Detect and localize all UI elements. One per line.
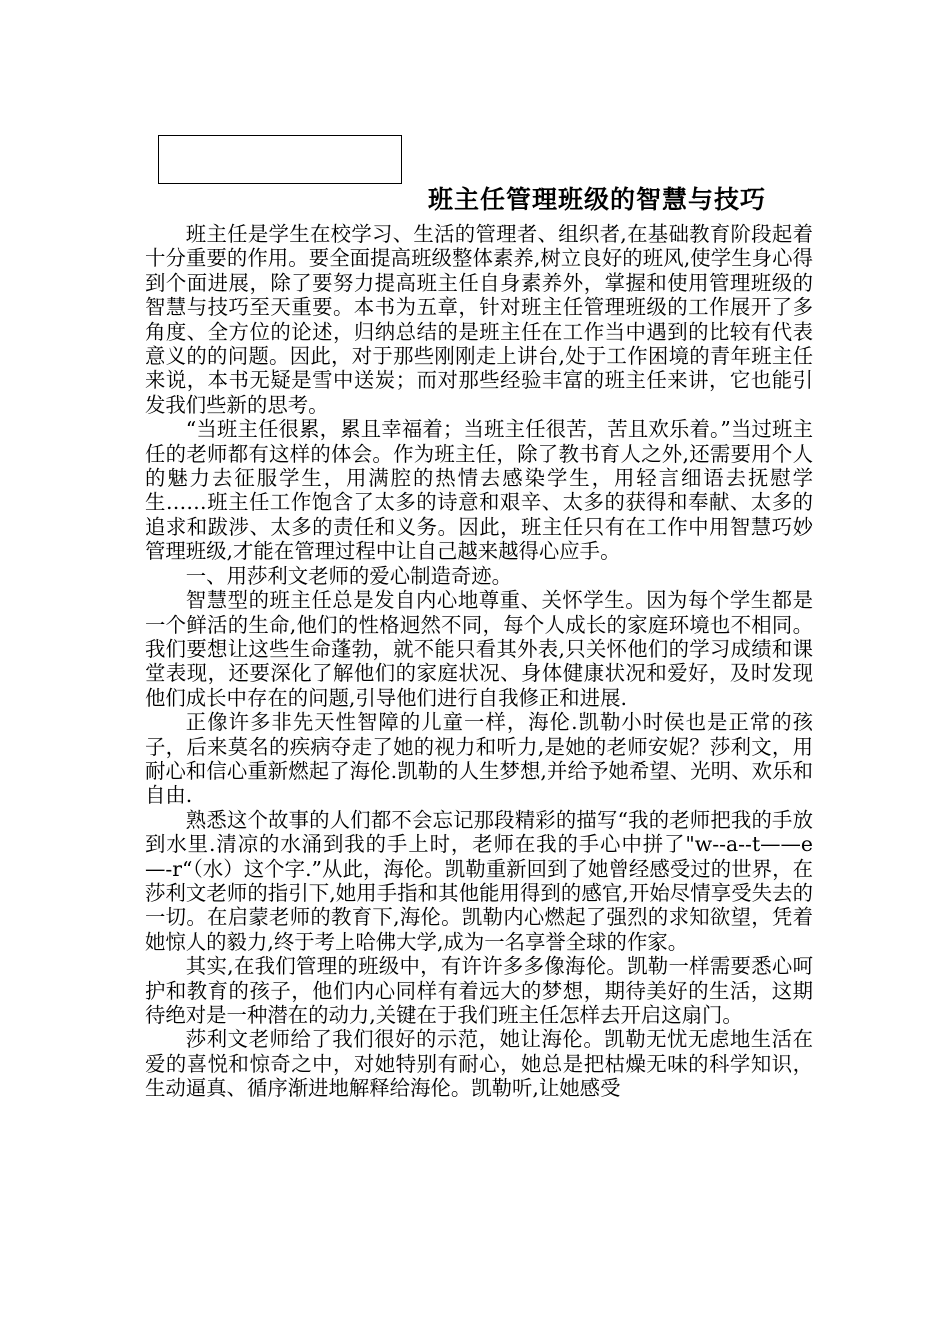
empty-frame-box (158, 135, 402, 184)
paragraph-wisdom: 智慧型的班主任总是发自内心地尊重、关怀学生。因为每个学生都是一个鲜活的生命,他们的性格迥然不同，每个人成长的家庭环境也不相同。我们要想让这些生命蓬勃，就不能只看其外表,只关怀他们的学习成绩和课堂表现，还要深化了解他们的家庭状况、身体健康状况和爱好，及时发现他们成长中存在的问题,引导他们进行自我修正和进展. (145, 588, 813, 710)
paragraph-sullivan-example: 莎利文老师给了我们很好的示范，她让海伦。凯勒无忧无虑地生活在爱的喜悦和惊奇之中，对她特别有耐心，她总是把枯燥无味的科学知识，生动逼真、循序渐进地解释给海伦。凯勒听,让她感受 (145, 1027, 813, 1101)
paragraph-quote: “当班主任很累，累且幸福着；当班主任很苦，苦且欢乐着。”当过班主任的老师都有这样的体会。作为班主任，除了教书育人之外,还需要用个人的魅力去征服学生，用满腔的热情去感染学生，用轻言细语去抚慰学生……班主任工作饱含了太多的诗意和艰辛、太多的获得和奉献、太多的追求和跋涉、太多的责任和义务。因此，班主任只有在工作中用智慧巧妙管理班级,才能在管理过程中让自己越来越得心应手。 (145, 417, 813, 564)
paragraph-water-story: 熟悉这个故事的人们都不会忘记那段精彩的描写“我的老师把我的手放到水里.清凉的水涌到我的手上时，老师在我的手心中拼了"w--a--t——e—-r“（水）这个字.”从此，海伦。凯勒重新回到了她曾经感受过的世界，在莎利文老师的指引下,她用手指和其他能用得到的感官,开始尽情享受失去的一切。在启蒙老师的教育下,海伦。凯勒内心燃起了强烈的求知欲望，凭着她惊人的毅力,终于考上哈佛大学,成为一名享誉全球的作家。 (145, 807, 813, 954)
paragraph-intro: 班主任是学生在校学习、生活的管理者、组织者,在基础教育阶段起着十分重要的作用。要全面提高班级整体素养,树立良好的班风,使学生身心得到个面进展，除了要努力提高班主任自身素养外，掌握和使用管理班级的智慧与技巧至天重要。本书为五章，针对班主任管理班级的工作展开了多角度、全方位的论述，归纳总结的是班主任在工作当中遇到的比较有代表意义的的问题。因此，对于那些刚刚走上讲台,处于工作困境的青年班主任来说，本书无疑是雪中送炭；而对那些经验丰富的班主任来讲，它也能引发我们些新的思考。 (145, 222, 813, 417)
paragraph-class-children: 其实,在我们管理的班级中，有许许多多像海伦。凯勒一样需要悉心呵护和教育的孩子，他们内心同样有着远大的梦想，期待美好的生活，这期待绝对是一种潜在的动力,关键在于我们班主任怎样去开启这扇门。 (145, 954, 813, 1027)
section-heading-1: 一、用莎利文老师的爱心制造奇迹。 (185, 563, 513, 588)
document-title: 班主任管理班级的智慧与技巧 (428, 185, 767, 214)
paragraph-helen-keller: 正像许多非先天性智障的儿童一样，海伦.凯勒小时侯也是正常的孩子，后来莫名的疾病夺走了她的视力和听力,是她的老师安妮？莎利文，用耐心和信心重新燃起了海伦.凯勒的人生梦想,并给予她希望、光明、欢乐和自由. (145, 710, 813, 808)
document-body (145, 222, 813, 1101)
